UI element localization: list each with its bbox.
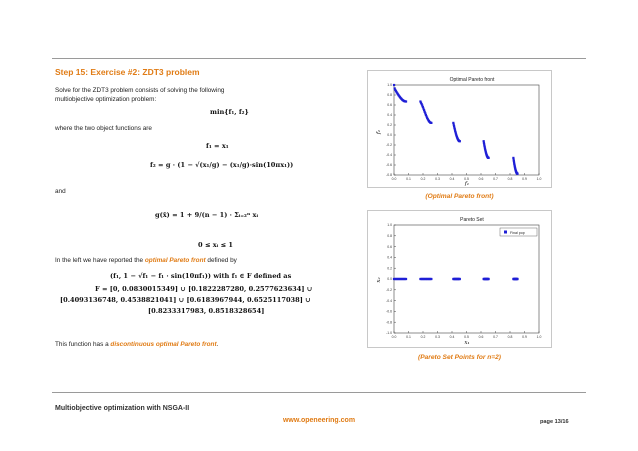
- y-tick-label: -0.6: [386, 309, 392, 314]
- chart1-xlabel: f₁: [464, 181, 470, 187]
- data-point: [393, 84, 395, 86]
- chart1-title: Optimal Pareto front: [449, 77, 495, 83]
- x-tick-label: 0.3: [435, 335, 440, 339]
- pareto-set-chart: [367, 210, 552, 348]
- f2-equation: f₂ = g · (1 − √(x₁/g) − (x₁/g)·sin(10πx₁)): [150, 161, 294, 169]
- bottom-divider: [52, 392, 586, 393]
- data-point: [430, 278, 432, 280]
- data-point: [488, 278, 490, 280]
- y-tick-label: -0.2: [386, 143, 392, 148]
- y-tick-label: 0.0: [387, 277, 392, 282]
- footer-title: Multiobjective optimization with NSGA-II: [55, 405, 190, 412]
- y-tick-label: 0.2: [387, 266, 392, 271]
- y-tick-label: -0.4: [386, 298, 392, 303]
- chart1-ylabel: f₂: [376, 129, 382, 135]
- g-equation: g(x̄) = 1 + 9/(n − 1) · Σᵢ₌₂ⁿ xᵢ: [155, 211, 259, 219]
- intro-line-1: Solve for the ZDT3 problem consists of solving the following: [55, 87, 225, 94]
- footer-url-link[interactable]: www.openeering.com: [282, 417, 356, 424]
- discontinuous-tail: .: [216, 341, 219, 348]
- y-tick-label: 0.2: [387, 123, 392, 128]
- where-text: where the two object functions are: [55, 125, 152, 132]
- chart2-title: Pareto Set: [460, 217, 484, 223]
- caption-pareto-set: (Pareto Set Points for n=2): [418, 354, 501, 361]
- data-point: [459, 140, 461, 142]
- y-tick-label: 1.0: [387, 83, 392, 88]
- legend-label: Final pop: [510, 231, 525, 235]
- data-point: [405, 278, 407, 280]
- reported-text: In the left we have reported the: [55, 257, 144, 264]
- discontinuous-text: This function has a: [55, 341, 109, 348]
- data-point: [459, 278, 461, 280]
- data-point: [516, 278, 518, 280]
- intro-line-2: multiobjective optimization problem:: [55, 96, 157, 103]
- caption-optimal-front: (Optimal Pareto front): [425, 193, 494, 200]
- front-definition: (f₁, 1 − √f₁ − f₁ · sin(10πf₁)) with f₁ ∈ F defined as: [110, 272, 292, 280]
- F-set-line-3: [0.8233317983, 0.8518328654]: [148, 307, 265, 315]
- y-tick-label: 1.0: [387, 223, 392, 228]
- step-heading: Step 15: Exercise #2: ZDT3 problem: [55, 67, 200, 77]
- top-divider: [52, 58, 586, 59]
- x-tick-label: 0.4: [449, 177, 455, 181]
- y-tick-label: -0.8: [386, 173, 392, 178]
- data-point: [488, 157, 490, 159]
- data-point: [430, 122, 432, 124]
- legend-marker: [504, 231, 507, 234]
- x-tick-label: 0.0: [391, 177, 397, 181]
- f1-equation: f₁ = x₁: [206, 142, 229, 150]
- y-tick-label: -1.0: [386, 331, 392, 336]
- y-tick-label: -0.8: [386, 320, 392, 325]
- chart2-ylabel: x₂: [376, 277, 382, 283]
- discontinuous-highlight: discontinuous optimal Pareto front: [110, 341, 217, 348]
- F-set-line-2: [0.4093136748, 0.4538821041] ∪ [0.6183967944, 0.6525117038] ∪: [60, 296, 311, 304]
- x-tick-label: 0.4: [449, 335, 455, 339]
- x-tick-label: 1.0: [536, 335, 542, 339]
- x-tick-label: 0.8: [507, 335, 513, 339]
- data-point: [405, 100, 407, 102]
- y-tick-label: -0.6: [386, 163, 392, 168]
- chart2-xlabel: x₁: [464, 340, 470, 346]
- footer-page-number: page 13/16: [540, 419, 569, 425]
- y-tick-label: -0.2: [386, 288, 392, 292]
- chart2-legend: [500, 228, 537, 236]
- F-set-line-1: F = [0, 0.0830015349] ∪ [0.1822287280, 0.2577623634] ∪: [95, 285, 313, 293]
- x-tick-label: 1.0: [536, 177, 542, 181]
- x-tick-label: 0.6: [478, 335, 484, 339]
- x-tick-label: 0.5: [464, 177, 469, 181]
- min-equation: min{f₁, f₂}: [210, 108, 249, 116]
- x-tick-label: 0.6: [478, 177, 484, 181]
- x-tick-label: 0.9: [522, 335, 527, 339]
- y-tick-label: 0.8: [387, 234, 392, 238]
- x-tick-label: 0.0: [391, 335, 397, 339]
- y-tick-label: -0.4: [386, 153, 392, 158]
- x-tick-label: 0.2: [420, 335, 426, 339]
- bounds-equation: 0 ≤ xᵢ ≤ 1: [198, 241, 233, 249]
- data-point: [516, 173, 518, 175]
- x-tick-label: 0.9: [522, 177, 527, 181]
- x-tick-label: 0.5: [464, 335, 469, 339]
- y-tick-label: 0.4: [387, 113, 392, 118]
- and-text: and: [55, 188, 66, 195]
- optimal-front-highlight: optimal Pareto front: [144, 257, 206, 264]
- x-tick-label: 0.7: [493, 335, 498, 339]
- discontinuous-paragraph: [55, 340, 218, 349]
- y-tick-label: 0.6: [387, 244, 392, 249]
- x-tick-label: 0.7: [493, 177, 498, 181]
- reported-tail: defined by: [207, 257, 237, 264]
- y-tick-label: 0.6: [387, 103, 392, 108]
- x-tick-label: 0.1: [406, 177, 411, 181]
- y-tick-label: 0.4: [387, 255, 392, 260]
- x-tick-label: 0.3: [435, 177, 440, 181]
- optimal-pareto-front-chart: [367, 70, 552, 188]
- y-tick-label: 0.8: [387, 93, 392, 98]
- x-tick-label: 0.2: [420, 177, 426, 181]
- y-tick-label: 0.0: [387, 133, 392, 138]
- reported-paragraph: [55, 256, 237, 265]
- x-tick-label: 0.8: [507, 177, 513, 181]
- x-tick-label: 0.1: [406, 335, 411, 339]
